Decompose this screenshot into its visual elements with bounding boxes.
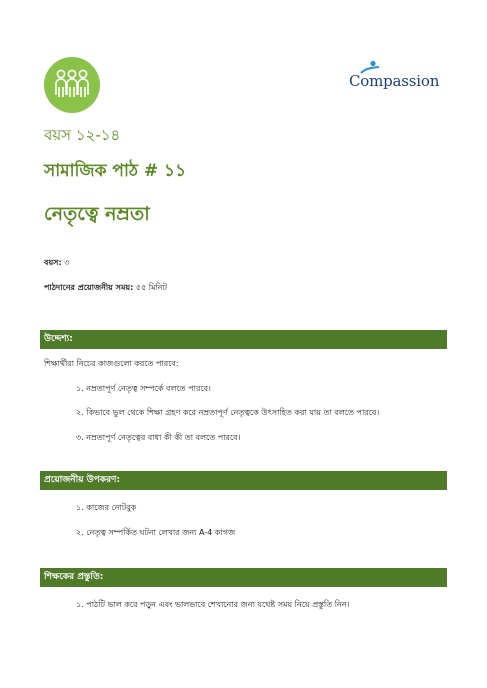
age-meta-value: ৩ (61, 258, 70, 267)
age-meta (44, 257, 69, 270)
age-group-logo (44, 57, 100, 113)
materials-section-header: প্রয়োজনীয় উপকরণ: (40, 471, 447, 490)
objectives-section-header: উদ্দেশ্য: (40, 330, 447, 349)
brand-name: Compassion (349, 72, 440, 90)
page-title: নেতৃত্বে নম্রতা (44, 203, 150, 225)
preparation-section-header: শিক্ষকের প্রস্তুতি: (40, 568, 447, 587)
objective-item: ৩. নম্রতাপূর্ণ নেতৃত্বের বাধা কী কী তা বলতে পারবে। (76, 433, 241, 442)
time-meta (44, 282, 167, 295)
age-meta-label: বয়স: (44, 258, 62, 267)
preparation-item: ১. পাঠটি ভাল করে পড়ুন এবং ভালভাবে শেখানোর জন্য যথেষ্ট সময় নিয়ে প্রস্তুতি নিন। (76, 600, 350, 609)
compassion-logo (345, 60, 447, 96)
objective-item: ২. কিভাবে ভুল থেকে শিক্ষা গ্রহণ করে নম্রতাপূর্ণ নেতৃত্বকে উৎসাহিত করা যায় তা বলতে পারবে। (76, 408, 380, 417)
material-item: ২. নেতৃত্ব সম্পর্কিত ঘটনা লেখার জন্য A-4 কাগজ (76, 528, 236, 537)
material-item: ১. কাজের নোটবুক (76, 503, 137, 512)
age-range-heading: বয়স ১২-১৪ (44, 126, 121, 144)
objective-item: ১. নম্রতাপূর্ণ নেতৃত্ব সম্পর্কে বলতে পারবে। (76, 384, 211, 393)
people-group-icon (44, 57, 100, 113)
lesson-number-heading: সামাজিক পাঠ # ১১ (44, 161, 187, 181)
objectives-intro: শিক্ষার্থীরা নিচের কাজগুলো করতে পারবে: (44, 359, 179, 368)
time-meta-label: পাঠদানের প্রয়োজনীয় সময়: (44, 283, 134, 292)
time-meta-value: ৫৫ মিনিট (133, 283, 167, 292)
